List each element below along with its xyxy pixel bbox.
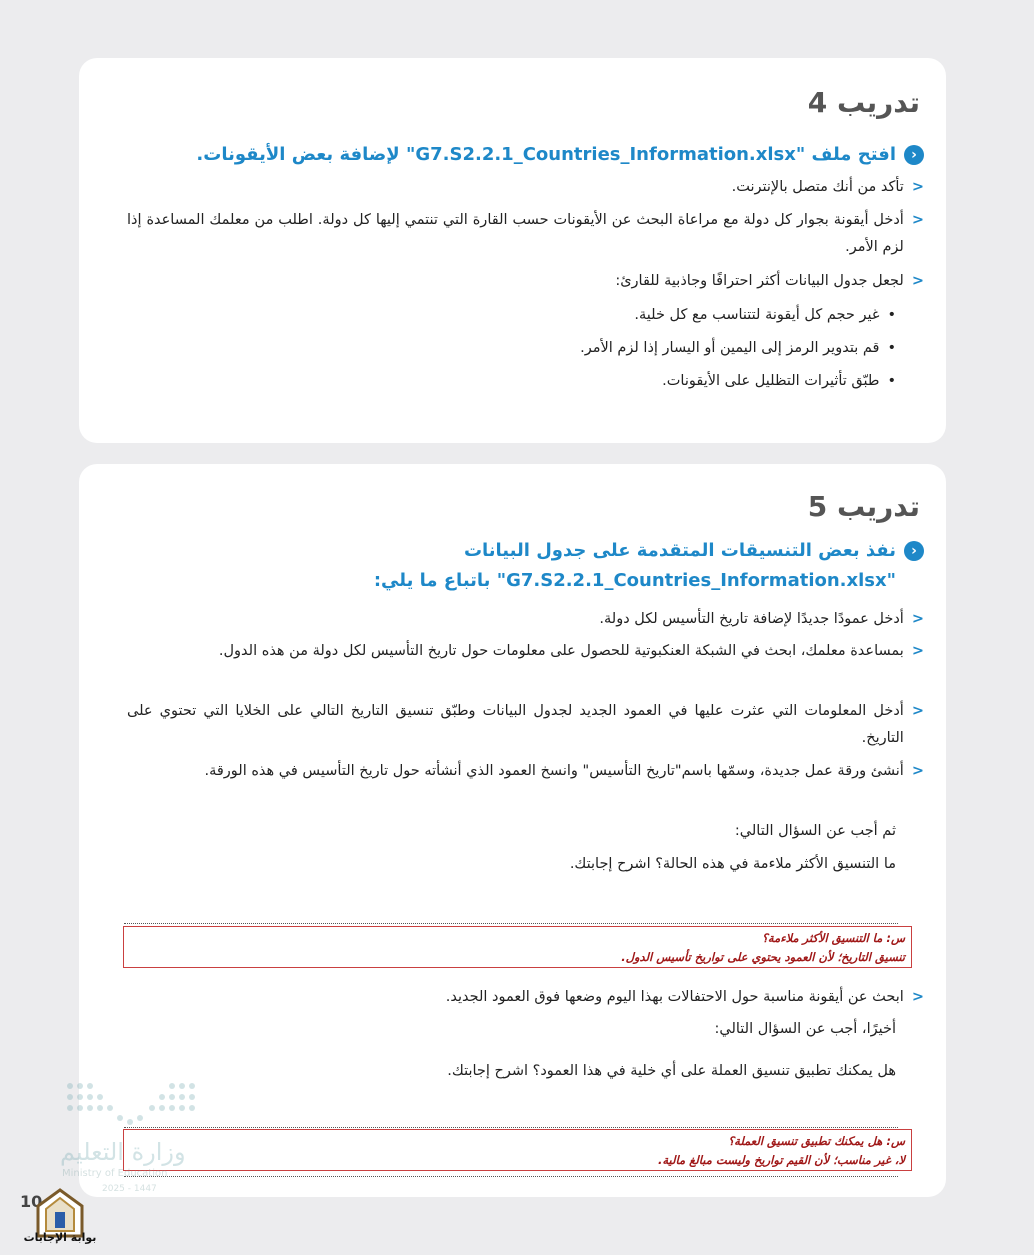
exercise-5-item-1: < أدخل عمودًا جديدًا لإضافة تاريخ التأسيس لكل دولة.	[127, 606, 924, 633]
chevron-icon: <	[911, 763, 924, 779]
exercise-5-item-3: < أدخل المعلومات التي عثرت عليها في العمود الجديد لجدول البيانات وطبّق تنسيق التاريخ التالي على الخلايا التي تحتوي على التاريخ.	[127, 698, 924, 752]
ministry-logo	[58, 1080, 198, 1200]
exercise-5-card	[79, 464, 946, 1197]
answer-line	[124, 1127, 898, 1128]
answer-1-box	[123, 926, 912, 968]
answer-1-question: س: ما التنسيق الأكثر ملاءمة؟	[761, 931, 905, 945]
finally-text: أخيرًا، أجب عن السؤال التالي:	[714, 1021, 896, 1037]
bullet-icon: •	[887, 307, 896, 323]
bullet-icon: •	[887, 373, 896, 389]
chevron-icon: <	[911, 989, 924, 1005]
ministry-year: 2025 - 1447	[102, 1184, 157, 1194]
ministry-name-ar: وزارة التعليم	[60, 1138, 186, 1166]
page-number: 10	[20, 1192, 43, 1211]
answer-line	[124, 923, 898, 924]
chevron-icon: <	[911, 643, 924, 659]
exercise-4-item-2: < أدخل أيقونة بجوار كل دولة مع مراعاة البحث عن الأيقونات حسب القارة التي تنتمي إليها كل دولة. اطلب من معلمك المساعدة إذا لزم الأمر.	[127, 207, 924, 261]
exercise-5-item-4: < أنشئ ورقة عمل جديدة، وسمّها باسم"تاريخ التأسيس" وانسخ العمود الذي أنشأته حول تاريخ التأسيس في هذه الورقة.	[127, 758, 924, 785]
ministry-dots-icon	[62, 1080, 202, 1132]
chevron-circle-icon: ‹	[904, 541, 924, 561]
then-answer-text: ثم أجب عن السؤال التالي:	[734, 823, 896, 839]
chevron-circle-icon: ‹	[904, 145, 924, 165]
exercise-4-heading	[99, 140, 924, 170]
chevron-icon: <	[911, 212, 924, 228]
exercise-4-bullet-2: • قم بتدوير الرمز إلى اليمين أو اليسار إذا لزم الأمر.	[139, 335, 896, 362]
exercise-5-title: تدريب 5	[807, 490, 920, 523]
exercise-5-item-5: < ابحث عن أيقونة مناسبة حول الاحتفالات بهذا اليوم وضعها فوق العمود الجديد.	[127, 984, 924, 1011]
exercise-5-heading-line-1: نفذ بعض التنسيقات المتقدمة على جدول البيانات	[463, 540, 896, 561]
answer-line	[124, 1176, 898, 1177]
answer-2-box	[123, 1129, 912, 1171]
question-1-text: ما التنسيق الأكثر ملاءمة في هذه الحالة؟ اشرح إجابتك.	[569, 856, 896, 872]
answer-2-question: س: هل يمكنك تطبيق تنسيق العملة؟	[728, 1134, 905, 1148]
exercise-5-heading	[99, 536, 924, 596]
chevron-icon: <	[911, 611, 924, 627]
exercise-4-title: تدريب 4	[807, 86, 920, 119]
chevron-icon: <	[911, 179, 924, 195]
answer-1-text: تنسيق التاريخ؛ لأن العمود يحتوي على تواريخ تأسيس الدول.	[621, 950, 905, 964]
chevron-icon: <	[911, 703, 924, 719]
exercise-4-item-1: < تأكد من أنك متصل بالإنترنت.	[127, 174, 924, 201]
ministry-name-en: Ministry of Education	[62, 1168, 168, 1179]
exercise-4-card	[79, 58, 946, 443]
exercise-4-heading-text: افتح ملف "G7.S2.2.1_Countries_Information.xlsx" لإضافة بعض الأيقونات.	[196, 144, 896, 165]
exercise-4-item-3: < لجعل جدول البيانات أكثر احترافًا وجاذبية للقارئ:	[127, 268, 924, 295]
answer-2-text: لا، غير مناسب؛ لأن القيم تواريخ وليست مبالغ مالية.	[657, 1153, 905, 1167]
chevron-icon: <	[911, 273, 924, 289]
exercise-5-item-2: < بمساعدة معلمك، ابحث في الشبكة العنكبوتية للحصول على معلومات حول تاريخ التأسيس لكل دولة من هذه الدول.	[127, 638, 924, 665]
question-2-text: هل يمكنك تطبيق تنسيق العملة على أي خلية في هذا العمود؟ اشرح إجابتك.	[447, 1063, 896, 1079]
exercise-4-bullet-3: • طبّق تأثيرات التظليل على الأيقونات.	[139, 368, 896, 395]
exercise-4-bullet-1: • غير حجم كل أيقونة لتتناسب مع كل خلية.	[139, 302, 896, 329]
exercise-5-heading-line-2: "G7.S2.2.1_Countries_Information.xlsx" باتباع ما يلي:	[373, 570, 896, 591]
bullet-icon: •	[887, 340, 896, 356]
site-label: بوابة الإجابات	[23, 1231, 97, 1244]
